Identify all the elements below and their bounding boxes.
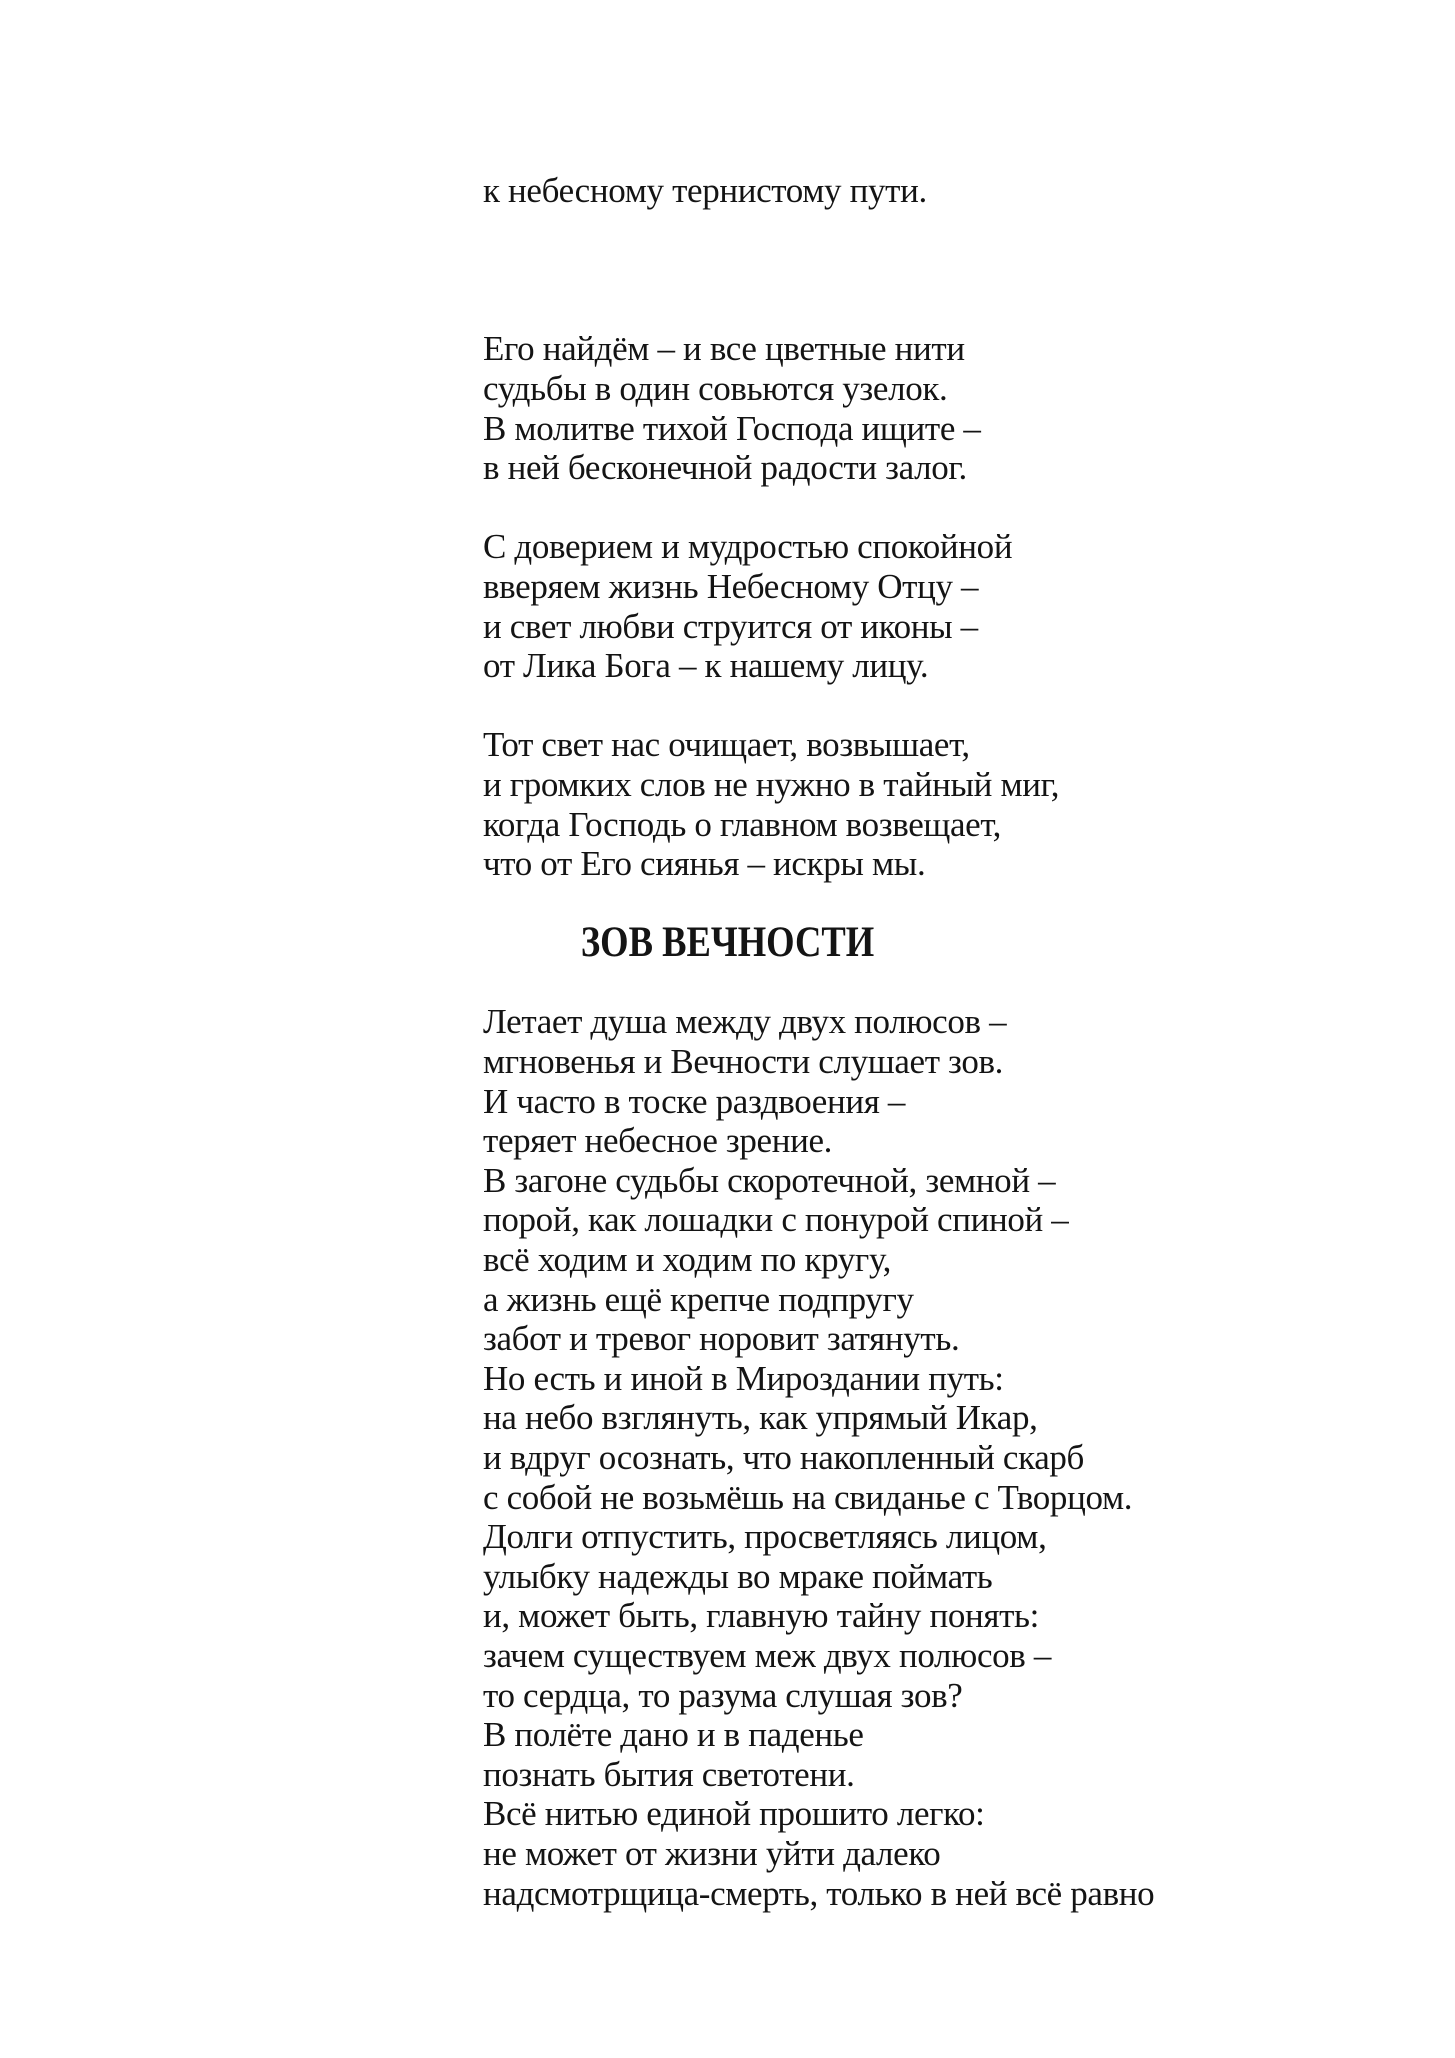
poem-title-text: ЗОВ ВЕЧНОСТИ bbox=[580, 919, 875, 967]
blank-row bbox=[0, 884, 1455, 924]
poem-line: порой, как лошадки с понурой спиной – bbox=[483, 1200, 1069, 1240]
poem-line: от Лика Бога – к нашему лицу. bbox=[483, 646, 929, 686]
blank-row bbox=[0, 488, 1455, 528]
poem-line: Летает душа между двух полюсов – bbox=[483, 1002, 1007, 1042]
poem-line: В полёте дано и в паденье bbox=[483, 1715, 864, 1755]
poem-line: судьбы в один совьются узелок. bbox=[483, 368, 948, 408]
poem-line: теряет небесное зрение. bbox=[483, 1121, 833, 1161]
poem-line: и вдруг осознать, что накопленный скарб bbox=[483, 1438, 1085, 1477]
poem-line: на небо взглянуть, как упрямый Икар, bbox=[483, 1398, 1038, 1438]
poem-line: И часто в тоске раздвоения – bbox=[483, 1081, 906, 1121]
poem-line: и, может быть, главную тайну понять: bbox=[483, 1596, 1040, 1636]
poem-line: забот и тревог норовит затянуть. bbox=[483, 1319, 960, 1359]
poem-line: и громких слов не нужно в тайный миг, bbox=[483, 764, 1060, 804]
poem-line: а жизнь ещё крепче подпругу bbox=[483, 1279, 914, 1319]
poem-line: В загоне судьбы скоротечной, земной – bbox=[483, 1160, 1056, 1200]
blank-row bbox=[0, 290, 1455, 330]
poem-line: Его найдём – и все цветные нити bbox=[483, 329, 965, 369]
poem-title bbox=[0, 919, 1455, 967]
poem-line: мгновенья и Вечности слушает зов. bbox=[483, 1042, 1004, 1082]
poem-line: В молитве тихой Господа ищите – bbox=[483, 408, 981, 448]
blank-row bbox=[0, 963, 1455, 1003]
poem-line: надсмотрщица-смерть, только в ней всё равно bbox=[483, 1873, 1155, 1913]
blank-row bbox=[0, 211, 1455, 251]
blank-row bbox=[0, 250, 1455, 290]
poem-line: зачем существуем меж двух полюсов – bbox=[483, 1635, 1052, 1675]
poem-line: в ней бесконечной радости залог. bbox=[483, 448, 967, 488]
blank-row bbox=[0, 686, 1455, 726]
poem-line: познать бытия светотени. bbox=[483, 1754, 855, 1794]
poem-line: когда Господь о главном возвещает, bbox=[483, 804, 1002, 844]
poem-line: вверяем жизнь Небесному Отцу – bbox=[483, 566, 979, 606]
poem-line: Тот свет нас очищает, возвышает, bbox=[483, 725, 970, 765]
poem-line: С доверием и мудростью спокойной bbox=[483, 527, 1013, 567]
poem-line: Долги отпустить, просветляясь лицом, bbox=[483, 1517, 1047, 1557]
poem-line: Но есть и иной в Мироздании путь: bbox=[483, 1358, 1004, 1398]
poem-line: что от Его сиянья – искры мы. bbox=[483, 844, 926, 884]
poem-line: с собой не возьмёшь на свиданье с Творцом. bbox=[483, 1477, 1133, 1517]
poem-line: и свет любви струится от иконы – bbox=[483, 606, 978, 646]
poem-line: всё ходим и ходим по кругу, bbox=[483, 1240, 891, 1280]
poem-line: улыбку надежды во мраке поймать bbox=[483, 1556, 993, 1596]
poem-line: Всё нитью единой прошито легко: bbox=[483, 1794, 985, 1834]
poem-line: то сердца, то разума слушая зов? bbox=[483, 1675, 963, 1715]
poem-line: не может от жизни уйти далеко bbox=[483, 1833, 941, 1873]
poem-line: к небесному тернистому пути. bbox=[483, 171, 927, 210]
